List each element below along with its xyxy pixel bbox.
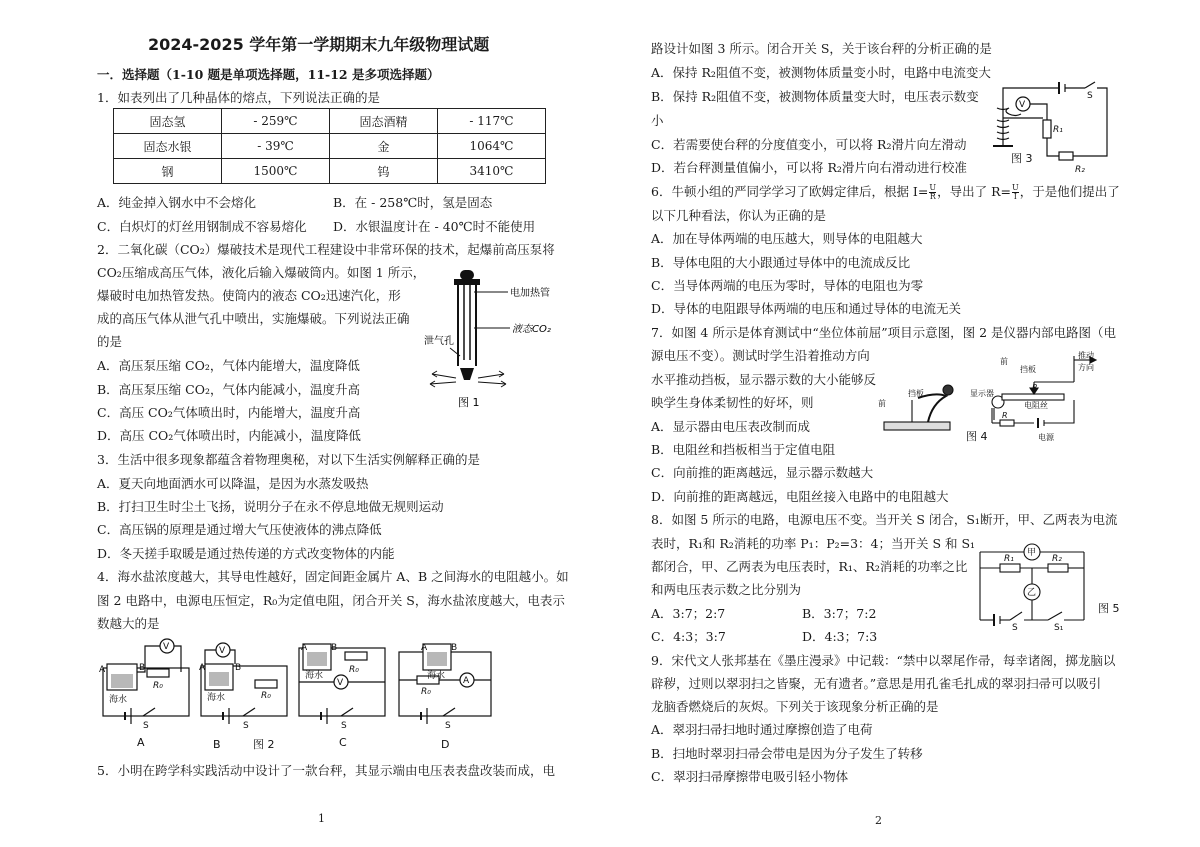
plate-a-label: A bbox=[99, 665, 106, 675]
plate-a-label: A bbox=[301, 643, 308, 653]
power-source-label: 电源 bbox=[1038, 433, 1054, 442]
q7-option-b: B．电阻丝和挡板相当于定值电阻 bbox=[651, 442, 836, 457]
switch-label: S bbox=[243, 721, 249, 731]
q9-stem-line: 辟秽，过则以翠羽扫之皆聚，无有遗者。”意思是用孔雀毛扎成的翠羽扫帚可以吸引 bbox=[651, 676, 1102, 691]
table-cell: 3410℃ bbox=[438, 159, 546, 184]
q9-option-b: B．扫地时翠羽扫帚会带电是因为分子发生了转移 bbox=[651, 746, 923, 761]
baffle-label: 挡板 bbox=[908, 389, 924, 398]
plate-b-label: B bbox=[235, 663, 242, 673]
q1-option-c: C．白炽灯的灯丝用钢制成不容易熔化 bbox=[97, 219, 307, 234]
r0-label: R₀ bbox=[349, 665, 359, 675]
q9-option-c: C．翠羽扫帚摩擦带电吸引轻小物体 bbox=[651, 769, 849, 784]
r0-label: R₀ bbox=[153, 681, 163, 691]
q7-stem-line: 7．如图 4 所示是体育测试中“坐位体前屈”项目示意图，图 2 是仪器内部电路图（电 bbox=[651, 325, 1117, 340]
table-row bbox=[114, 159, 546, 184]
switch-s-label: S bbox=[1012, 623, 1018, 633]
page-number: 1 bbox=[318, 812, 325, 825]
q9-option-a: A．翠羽扫帚扫地时通过摩擦创造了电荷 bbox=[651, 722, 873, 737]
q7-stem-line: 映学生身体柔韧性的好坏，则 bbox=[651, 395, 814, 410]
switch-label: S bbox=[445, 721, 451, 731]
meter-jia-label: 甲 bbox=[1027, 548, 1037, 558]
q4-stem-line: 4．海水盐浓度越大，其导电性越好，固定间距金属片 A、B 之间海水的电阻越小。如 bbox=[97, 569, 569, 584]
switch-label: S bbox=[341, 721, 347, 731]
q5-stem-line: 路设计如图 3 所示。闭合开关 S，关于该台秤的分析正确的是 bbox=[651, 41, 992, 56]
fraction-denominator: I bbox=[1013, 192, 1017, 201]
table-cell: - 259℃ bbox=[222, 109, 330, 134]
vent-label: 泄气孔 bbox=[424, 336, 454, 347]
meter-yi-label: 乙 bbox=[1027, 588, 1037, 598]
q4-stem-line: 数越大的是 bbox=[97, 616, 160, 631]
table-cell: 固态水银 bbox=[114, 134, 222, 159]
q6-stem-line bbox=[651, 183, 1120, 201]
q8-stem-line: 表时，R₁和 R₂消耗的功率 P₁：P₂=3：4；当开关 S 和 S₁ bbox=[651, 536, 976, 551]
q3-option-b: B．打扫卫生时尘土飞扬，说明分子在永不停息地做无规则运动 bbox=[97, 499, 444, 514]
q6-option-b: B．导体电阻的大小跟通过导体中的电流成反比 bbox=[651, 255, 911, 270]
q8-stem-line: 都闭合，甲、乙两表为电压表时，R₁、R₂消耗的功率之比 bbox=[651, 559, 968, 574]
plate-b-label: B bbox=[331, 643, 338, 653]
q6-option-c: C．当导体两端的电压为零时，导体的电阻也为零 bbox=[651, 278, 924, 293]
figure-2-circuits bbox=[95, 636, 545, 756]
q7-stem-line: 水平推动挡板，显示器示数的大小能够反 bbox=[651, 372, 877, 387]
q7-stem-line: 源电压不变）。测试时学生沿着推动方向 bbox=[651, 348, 870, 363]
q1-option-d: D．水银温度计在 - 40℃时不能使用 bbox=[333, 219, 536, 234]
option-b-label: B bbox=[213, 738, 221, 751]
option-a-label: A bbox=[137, 736, 145, 749]
r1-label: R₁ bbox=[1053, 125, 1063, 135]
r0-label: R₀ bbox=[261, 691, 271, 701]
q6-option-d: D．导体的电阻跟导体两端的电压和通过导体的电流无关 bbox=[651, 301, 962, 316]
q1-stem: 1．如表列出了几种晶体的熔点，下列说法正确的是 bbox=[97, 90, 380, 105]
q2-option-b: B．高压泵压缩 CO₂，气体内能减小，温度升高 bbox=[97, 382, 360, 397]
q7-option-a: A．显示器由电压表改制而成 bbox=[651, 419, 811, 434]
exam-title: 2024-2025 学年第一学期期末九年级物理试题 bbox=[148, 35, 490, 54]
q4-stem-line: 图 2 电路中，电源电压恒定，R₀为定值电阻，闭合开关 S，海水盐浓度越大，电表示 bbox=[97, 593, 565, 608]
seawater-label: 海水 bbox=[109, 695, 128, 705]
q9-stem-line: 9．宋代文人张邦基在《墨庄漫录》中记载：“禁中以翠尾作帚，每幸诸阁，掷龙脑以 bbox=[651, 653, 1116, 668]
figure-5-caption: 图 5 bbox=[1098, 602, 1120, 615]
q5-option-b-cont: 小 bbox=[651, 113, 664, 128]
q8-option-c: C．4:3；3:7 bbox=[651, 629, 726, 644]
table-row bbox=[114, 109, 546, 134]
r0-label: R₀ bbox=[421, 687, 431, 697]
push-direction-label: 推动 bbox=[1078, 351, 1094, 360]
q2-option-c: C．高压 CO₂气体喷出时，内能增大，温度升高 bbox=[97, 405, 361, 420]
figure-5-circuit bbox=[970, 540, 1150, 633]
switch-label: S bbox=[1087, 91, 1093, 101]
table-cell: 钨 bbox=[330, 159, 438, 184]
voltmeter-symbol: V bbox=[337, 678, 344, 688]
q5-option-a: A．保持 R₂阻值不变，被测物体质量变小时，电路中电流变大 bbox=[651, 65, 991, 80]
q8-stem-line: 8．如图 5 所示的电路，电源电压不变。当开关 S 闭合，S₁断开，甲、乙两表为电流 bbox=[651, 512, 1118, 527]
option-d-label: D bbox=[441, 738, 450, 751]
q3-stem: 3．生活中很多现象都蕴含着物理奥秘，对以下生活实例解释正确的是 bbox=[97, 452, 480, 467]
table-cell: 固态酒精 bbox=[330, 109, 438, 134]
table-cell: - 39℃ bbox=[222, 134, 330, 159]
figure-1-caption: 图 1 bbox=[458, 396, 480, 409]
option-c-label: C bbox=[339, 736, 347, 749]
q5-option-c: C．若需要使台秤的分度值变小，可以将 R₂滑片向左滑动 bbox=[651, 137, 967, 152]
q3-option-a: A．夏天向地面洒水可以降温，是因为水蒸发吸热 bbox=[97, 476, 369, 491]
q8-option-b: B．3:7；7:2 bbox=[802, 606, 877, 621]
q3-option-c: C．高压锅的原理是通过增大气压使液体的沸点降低 bbox=[97, 522, 382, 537]
q6-stem-line: 以下几种看法，你认为正确的是 bbox=[651, 208, 827, 223]
fraction-u-over-i bbox=[1012, 184, 1019, 201]
slider-p-label: P bbox=[1032, 383, 1037, 392]
table-cell: 1064℃ bbox=[438, 134, 546, 159]
q2-stem-line: CO₂压缩成高压气体，液化后输入爆破筒内。如图 1 所示， bbox=[97, 265, 426, 280]
r1-label: R₁ bbox=[1004, 554, 1014, 564]
plate-a-label: A bbox=[421, 643, 428, 653]
figure-4-caption: 图 4 bbox=[966, 430, 988, 443]
q8-option-d: D．4:3；7:3 bbox=[802, 629, 878, 644]
exam-page-2 bbox=[600, 0, 1200, 847]
q6-text-part: ，导出了 R= bbox=[937, 184, 1011, 199]
table-cell: - 117℃ bbox=[438, 109, 546, 134]
front-label: 前 bbox=[878, 399, 886, 408]
voltmeter-symbol: V bbox=[219, 646, 226, 656]
fraction-u-over-r bbox=[929, 184, 936, 201]
melting-point-table bbox=[113, 108, 546, 184]
q6-text-part: ，于是他们提出了 bbox=[1019, 184, 1120, 199]
q5-stem-line: 5．小明在跨学科实践活动中设计了一款台秤，其显示端由电压表表盘改装而成，电 bbox=[97, 763, 555, 778]
push-direction-label: 方向 bbox=[1078, 363, 1094, 372]
section-heading: 一．选择题（1-10 题是单项选择题，11-12 是多项选择题） bbox=[97, 67, 440, 82]
figure-3-caption: 图 3 bbox=[1011, 152, 1033, 165]
q2-option-a: A．高压泵压缩 CO₂，气体内能增大，温度降低 bbox=[97, 358, 360, 373]
heater-label: 电加热管 bbox=[510, 288, 550, 299]
fraction-numerator: U bbox=[1011, 183, 1019, 192]
seawater-label: 海水 bbox=[207, 693, 226, 703]
table-cell: 金 bbox=[330, 134, 438, 159]
q5-option-d: D．若台秤测量值偏小，可以将 R₂滑片向右滑动进行校准 bbox=[651, 160, 967, 175]
switch-label: S bbox=[143, 721, 149, 731]
display-label: 显示器 bbox=[970, 389, 994, 398]
baffle-label: 挡板 bbox=[1020, 365, 1036, 374]
voltmeter-symbol: V bbox=[163, 642, 170, 652]
figure-2-caption: 图 2 bbox=[253, 738, 275, 751]
q3-option-d: D．冬天搓手取暖是通过热传递的方式改变物体的内能 bbox=[97, 546, 395, 561]
q2-stem-line: 爆破时电加热管发热。使筒内的液态 CO₂迅速汽化，形 bbox=[97, 288, 401, 303]
q2-stem-line: 的是 bbox=[97, 334, 123, 349]
voltmeter-symbol: V bbox=[1019, 100, 1026, 110]
liquid-co2-label: 液态CO₂ bbox=[512, 324, 551, 335]
figure-4-sit-and-reach bbox=[878, 350, 1108, 450]
resistance-wire-label: 电阻丝 bbox=[1024, 401, 1048, 410]
q7-option-c: C．向前推的距离越远，显示器示数越大 bbox=[651, 465, 874, 480]
q1-option-a: A．纯金掉入钢水中不会熔化 bbox=[97, 195, 257, 210]
table-cell: 钢 bbox=[114, 159, 222, 184]
front-label: 前 bbox=[1000, 357, 1008, 366]
q1-option-b: B．在 - 258℃时，氢是固态 bbox=[333, 195, 493, 210]
table-row bbox=[114, 134, 546, 159]
seawater-label: 海水 bbox=[305, 671, 324, 681]
plate-b-label: B bbox=[451, 643, 458, 653]
q5-option-b: B．保持 R₂阻值不变，被测物体质量变大时，电压表示数变 bbox=[651, 89, 979, 104]
figure-3-scale-circuit bbox=[985, 78, 1125, 178]
q8-stem-line: 和两电压表示数之比分别为 bbox=[651, 582, 802, 597]
table-cell: 固态氢 bbox=[114, 109, 222, 134]
table-cell: 1500℃ bbox=[222, 159, 330, 184]
q8-option-a: A．3:7；2:7 bbox=[651, 606, 726, 621]
q6-text-part: 6．牛顿小组的严同学学习了欧姆定律后，根据 I= bbox=[651, 184, 929, 199]
q2-stem-line: 2．二氧化碳（CO₂）爆破技术是现代工程建设中非常环保的技术，起爆前高压泵将 bbox=[97, 242, 555, 257]
fraction-numerator: U bbox=[929, 183, 937, 192]
q6-option-a: A．加在导体两端的电压越大，则导体的电阻越大 bbox=[651, 231, 923, 246]
fraction-denominator: R bbox=[929, 192, 936, 201]
figure-1-co2-blaster bbox=[420, 268, 590, 418]
q7-option-d: D．向前推的距离越远，电阻丝接入电路中的电阻越大 bbox=[651, 489, 949, 504]
plate-a-label: A bbox=[199, 663, 206, 673]
q9-stem-line: 龙脑香燃烧后的灰烬。下列关于该现象分析正确的是 bbox=[651, 699, 939, 714]
resistor-r-label: R bbox=[1002, 411, 1008, 420]
switch-s1-label: S₁ bbox=[1054, 623, 1064, 633]
r2-label: R₂ bbox=[1052, 554, 1062, 564]
q2-stem-line: 成的高压气体从泄气孔中喷出，实施爆破。下列说法正确 bbox=[97, 311, 410, 326]
page-number: 2 bbox=[875, 814, 882, 827]
r2-label: R₂ bbox=[1075, 165, 1085, 175]
ammeter-symbol: A bbox=[463, 676, 470, 686]
plate-b-label: B bbox=[139, 663, 146, 673]
seawater-label: 海水 bbox=[427, 671, 446, 681]
q2-option-d: D．高压 CO₂气体喷出时，内能减小，温度降低 bbox=[97, 428, 361, 443]
